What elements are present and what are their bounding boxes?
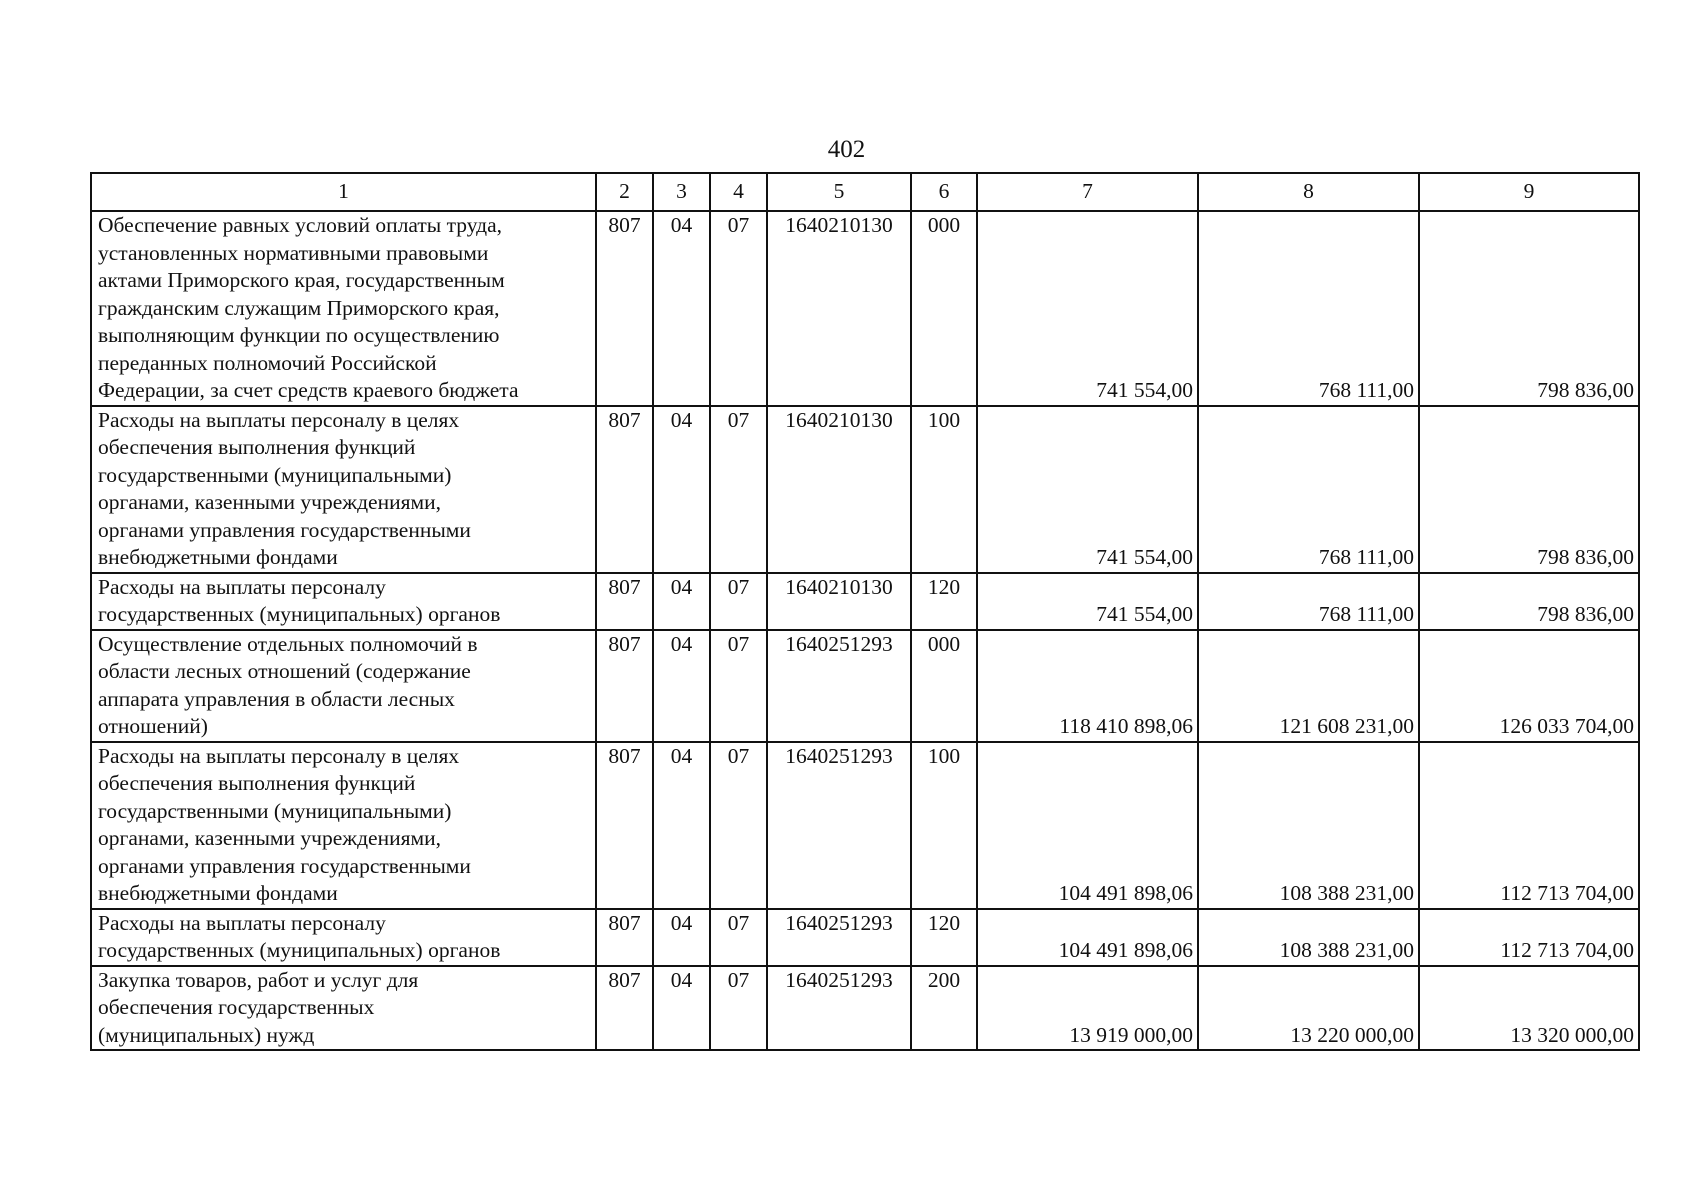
ministry-code-cell: 807 xyxy=(596,630,653,742)
table-row xyxy=(91,742,1639,909)
row-name-line: Расходы на выплаты персоналу xyxy=(98,574,386,599)
amount-cell-9: 112 713 704,00 xyxy=(1419,742,1639,909)
target-article-code-cell: 1640251293 xyxy=(767,966,911,1051)
expense-type-code-cell: 200 xyxy=(911,966,977,1051)
amount-cell-8: 768 111,00 xyxy=(1198,406,1419,573)
amount-cell-9: 112 713 704,00 xyxy=(1419,909,1639,966)
subsection-code-cell: 07 xyxy=(710,909,767,966)
row-name xyxy=(91,211,596,406)
row-name-line: отношений) xyxy=(98,714,208,738)
amount-cell-9: 126 033 704,00 xyxy=(1419,630,1639,742)
target-article-code-cell: 1640251293 xyxy=(767,742,911,909)
row-name-line: органами, казенными учреждениями, xyxy=(98,826,441,850)
amount-cell-8: 768 111,00 xyxy=(1198,211,1419,406)
row-name-line: государственными (муниципальными) xyxy=(98,798,452,823)
header-cell-3: 3 xyxy=(653,173,710,211)
row-name-line: аппарата управления в области лесных xyxy=(98,686,455,711)
subsection-code-cell: 07 xyxy=(710,406,767,573)
row-name-line: обеспечения выполнения функций xyxy=(98,435,416,459)
header-cell-7: 7 xyxy=(977,173,1198,211)
row-name-line: Закупка товаров, работ и услуг для xyxy=(98,967,419,992)
row-name-line: обеспечения государственных xyxy=(98,995,375,1019)
subsection-code-cell: 07 xyxy=(710,573,767,630)
section-code-cell: 04 xyxy=(653,742,710,909)
amount-cell-8: 108 388 231,00 xyxy=(1198,742,1419,909)
section-code-cell: 04 xyxy=(653,909,710,966)
table-row xyxy=(91,406,1639,573)
header-cell-5: 5 xyxy=(767,173,911,211)
header-cell-8: 8 xyxy=(1198,173,1419,211)
ministry-code-cell: 807 xyxy=(596,406,653,573)
header-cell-6: 6 xyxy=(911,173,977,211)
row-name-line: (муниципальных) нужд xyxy=(98,1022,315,1047)
table-row xyxy=(91,909,1639,966)
row-name-line: установленных нормативными правовыми xyxy=(98,240,489,265)
amount-cell-9: 13 320 000,00 xyxy=(1419,966,1639,1051)
amount-cell-7: 741 554,00 xyxy=(977,211,1198,406)
row-name-line: внебюджетными фондами xyxy=(98,881,338,905)
row-name-line: государственных (муниципальных) органов xyxy=(98,602,501,626)
amount-cell-9: 798 836,00 xyxy=(1419,406,1639,573)
row-name-line: государственных (муниципальных) органов xyxy=(98,938,501,962)
row-name-line: органами управления государственными xyxy=(98,853,471,878)
amount-cell-9: 798 836,00 xyxy=(1419,573,1639,630)
subsection-code-cell: 07 xyxy=(710,742,767,909)
row-name-line: органами управления государственными xyxy=(98,517,471,542)
amount-cell-8: 121 608 231,00 xyxy=(1198,630,1419,742)
expense-type-code-cell: 120 xyxy=(911,909,977,966)
row-name-line: Расходы на выплаты персоналу xyxy=(98,910,386,935)
expense-type-code-cell: 100 xyxy=(911,742,977,909)
amount-cell-9: 798 836,00 xyxy=(1419,211,1639,406)
expense-type-code-cell: 000 xyxy=(911,630,977,742)
subsection-code-cell: 07 xyxy=(710,630,767,742)
target-article-code-cell: 1640210130 xyxy=(767,211,911,406)
amount-cell-7: 118 410 898,06 xyxy=(977,630,1198,742)
header-cell-2: 2 xyxy=(596,173,653,211)
table-row xyxy=(91,966,1639,1051)
expense-type-code-cell: 100 xyxy=(911,406,977,573)
ministry-code-cell: 807 xyxy=(596,211,653,406)
target-article-code-cell: 1640251293 xyxy=(767,909,911,966)
row-name-line: Расходы на выплаты персоналу в целях xyxy=(98,407,460,432)
section-code-cell: 04 xyxy=(653,211,710,406)
amount-cell-7: 741 554,00 xyxy=(977,573,1198,630)
row-name-line: Обеспечение равных условий оплаты труда, xyxy=(98,213,502,237)
row-name-line: выполняющим функции по осуществлению xyxy=(98,323,500,347)
budget-table xyxy=(90,172,1640,1051)
row-name-line: внебюджетными фондами xyxy=(98,545,338,569)
amount-cell-8: 13 220 000,00 xyxy=(1198,966,1419,1051)
row-name-line: органами, казенными учреждениями, xyxy=(98,490,441,514)
target-article-code-cell: 1640210130 xyxy=(767,406,911,573)
row-name xyxy=(91,909,596,966)
ministry-code-cell: 807 xyxy=(596,966,653,1051)
ministry-code-cell: 807 xyxy=(596,573,653,630)
ministry-code-cell: 807 xyxy=(596,909,653,966)
row-name-line: области лесных отношений (содержание xyxy=(98,659,471,683)
row-name-line: обеспечения выполнения функций xyxy=(98,771,416,795)
expense-type-code-cell: 000 xyxy=(911,211,977,406)
table-row xyxy=(91,630,1639,742)
amount-cell-7: 104 491 898,06 xyxy=(977,909,1198,966)
section-code-cell: 04 xyxy=(653,573,710,630)
row-name xyxy=(91,966,596,1051)
section-code-cell: 04 xyxy=(653,630,710,742)
table-row xyxy=(91,211,1639,406)
amount-cell-8: 768 111,00 xyxy=(1198,573,1419,630)
amount-cell-7: 13 919 000,00 xyxy=(977,966,1198,1051)
header-cell-1: 1 xyxy=(91,173,596,211)
row-name xyxy=(91,406,596,573)
amount-cell-8: 108 388 231,00 xyxy=(1198,909,1419,966)
row-name xyxy=(91,630,596,742)
page-number: 402 xyxy=(827,136,866,163)
amount-cell-7: 741 554,00 xyxy=(977,406,1198,573)
subsection-code-cell: 07 xyxy=(710,211,767,406)
row-name-line: Осуществление отдельных полномочий в xyxy=(98,631,478,656)
subsection-code-cell: 07 xyxy=(710,966,767,1051)
row-name-line: гражданским служащим Приморского края, xyxy=(98,295,500,320)
header-cell-9: 9 xyxy=(1419,173,1639,211)
header-row xyxy=(91,173,1639,211)
amount-cell-7: 104 491 898,06 xyxy=(977,742,1198,909)
ministry-code-cell: 807 xyxy=(596,742,653,909)
section-code-cell: 04 xyxy=(653,966,710,1051)
section-code-cell: 04 xyxy=(653,406,710,573)
expense-type-code-cell: 120 xyxy=(911,573,977,630)
target-article-code-cell: 1640210130 xyxy=(767,573,911,630)
row-name-line: Федерации, за счет средств краевого бюджета xyxy=(98,378,519,402)
row-name xyxy=(91,573,596,630)
row-name-line: Расходы на выплаты персоналу в целях xyxy=(98,743,460,768)
row-name xyxy=(91,742,596,909)
header-cell-4: 4 xyxy=(710,173,767,211)
row-name-line: переданных полномочий Российской xyxy=(98,350,437,375)
row-name-line: актами Приморского края, государственным xyxy=(98,268,505,292)
row-name-line: государственными (муниципальными) xyxy=(98,462,452,487)
target-article-code-cell: 1640251293 xyxy=(767,630,911,742)
table-row xyxy=(91,573,1639,630)
